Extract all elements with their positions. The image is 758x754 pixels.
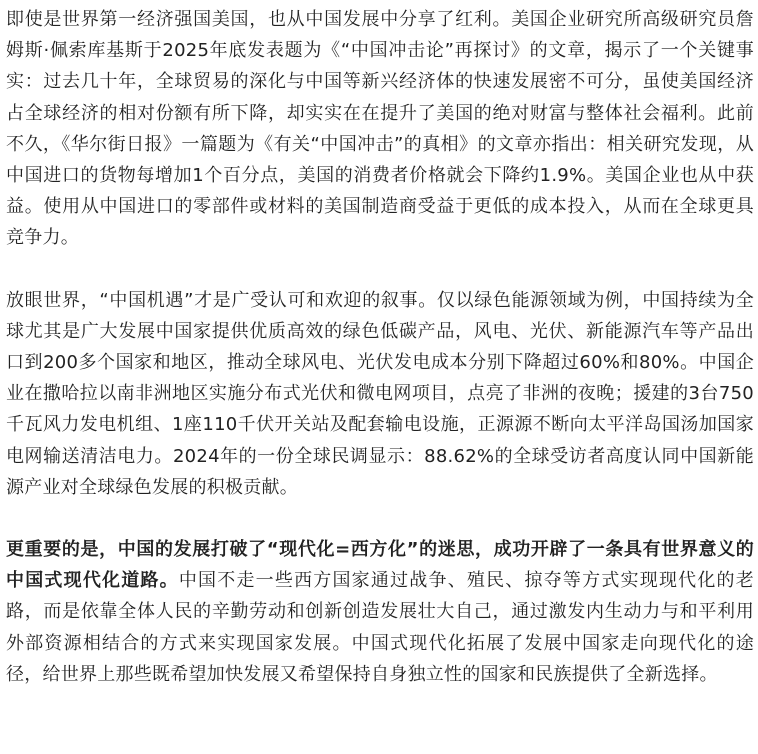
paragraph-text: 放眼世界，“中国机遇”才是广受认可和欢迎的叙事。仅以绿色能源领域为例，中国持续为全球尤其是广大发展中国家提供优质高效的绿色低碳产品，风电、光伏、新能源汽车等产品出口到200多个国家和地区，推动全球风电、光伏发电成本分别下降超过60%和80%。中国企业在撒哈拉以南非洲地区实施分布式光伏和微电网项目，点亮了非洲的夜晚；援建的3台750千瓦风力发电机组、1座110千伏开关站及配套输电设施，正源源不断向太平洋岛国汤加国家电网输送清洁电力。2024年的一份全球民调显示：88.62%的全球受访者高度认同中国新能源产业对全球绿色发展的积极贡献。 [6,289,754,498]
paragraph-us-benefits [6,4,754,254]
paragraph-china-opportunity [6,285,754,503]
paragraph-text: 中国不走一些西方国家通过战争、殖民、掠夺等方式实现现代化的老路，而是依靠全体人民的辛勤劳动和创新创造发展壮大自己，通过激发内生动力与和平利用外部资源相结合的方式来实现国家发展。中国式现代化拓展了发展中国家走向现代化的途径，给世界上那些既希望加快发展又希望保持自身独立性的国家和民族提供了全新选择。 [6,570,755,685]
paragraph-text: 即使是世界第一经济强国美国，也从中国发展中分享了红利。美国企业研究所高级研究员詹姆斯·佩索库基斯于2025年底发表题为《“中国冲击论”再探讨》的文章，揭示了一个关键事实：过去几十年，全球贸易的深化与中国等新兴经济体的快速发展密不可分，虽使美国经济占全球经济的相对份额有所下降，却实实在在提升了美国的绝对财富与整体社会福利。此前不久，《华尔街日报》一篇题为《有关“中国冲击”的真相》的文章亦指出：相关研究发现，从中国进口的货物每增加1个百分点，美国的消费者价格就会下降约1.9%。美国企业也从中获益。使用从中国进口的零部件或材料的美国制造商受益于更低的成本投入，从而在全球更具竞争力。 [6,9,754,249]
article-body [6,4,754,690]
paragraph-chinese-modernization [6,534,754,690]
paragraph-bold-lead: 更重要的是，中国的发展打破了“现代化=西方化”的迷思，成功开辟了一条具有世界意义的中国式现代化道路。 [6,539,754,592]
